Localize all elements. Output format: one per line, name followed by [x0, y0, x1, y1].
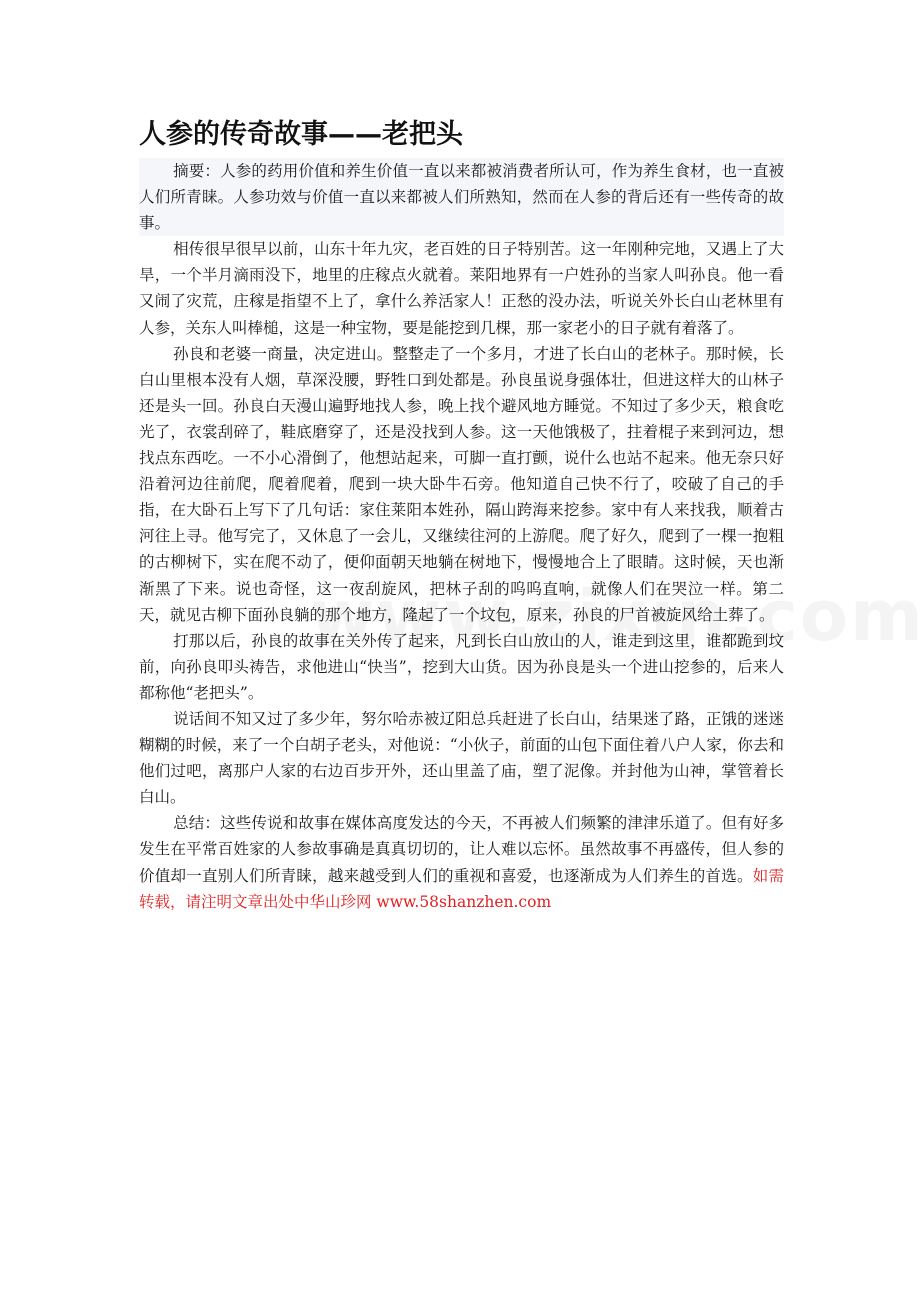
body-paragraph-1: 相传很早很早以前，山东十年九灾，老百姓的日子特别苦。这一年刚种完地，又遇上了大旱，一个半月滴雨没下，地里的庄稼点火就着。莱阳地界有一户姓孙的当家人叫孙良。他一看又闹了灾荒，庄稼是指望不上了，拿什么养活家人！正愁的没办法，听说关外长白山老林里有人参，关东人叫棒槌，这是一种宝物，要是能挖到几棵，那一家老小的日子就有着落了。 — [139, 240, 784, 337]
conclusion-paragraph — [139, 810, 784, 914]
body-paragraph-2: 孙良和老婆一商量，决定进山。整整走了一个多月，才进了长白山的老林子。那时候，长白山里根本没有人烟，草深没腰，野牲口到处都是。孙良虽说身强体壮，但进这样大的山林子还是头一回。孙良白天漫山遍野地找人参，晚上找个避风地方睡觉。不知过了多少天，粮食吃光了，衣裳刮碎了，鞋底磨穿了，还是没找到人参。这一天他饿极了，拄着棍子来到河边，想找点东西吃。一不小心滑倒了，他想站起来，可脚一直打颤，说什么也站不起来。他无奈只好沿着河边往前爬，爬着爬着，爬到一块大卧牛石旁。他知道自己快不行了，咬破了自己的手指，在大卧石上写下了几句话：家住莱阳本姓孙，隔山跨海来挖参。家中有人来找我，顺着古河往上寻。他写完了，又休息了一会儿，又继续往河的上游爬。爬了好久，爬到了一棵一抱粗的古柳树下，实在爬不动了，便仰面朝天地躺在树地下，慢慢地合上了眼睛。这时候，天也渐渐黑了下来。说也奇怪，这一夜刮旋风，把林子刮的呜呜直响，就像人们在哭泣一样。第二天，就见古柳下面孙良躺的那个地方，隆起了一个坟包，原来，孙良的尸首被旋风给土葬了。 — [139, 344, 784, 624]
reprint-note: 如需转载，请注明文章出处中华山珍网 www.58shanzhen.com — [139, 866, 784, 911]
body-paragraph-4: 说话间不知又过了多少年，努尔哈赤被辽阳总兵赶进了长白山，结果迷了路，正饿的迷迷糊糊的时候，来了一个白胡子老头，对他说：“小伙子，前面的山包下面住着八户人家，你去和他们过吧，离那户人家的右边百步开外，还山里盖了庙，塑了泥像。并封他为山神，掌管着长白山。 — [139, 709, 784, 807]
conclusion-text: 总结：这些传说和故事在媒体高度发达的今天，不再被人们频繁的津津乐道了。但有好多发生在平常百姓家的人参故事确是真真切切的，让人难以忘怀。虽然故事不再盛传，但人参的价值却一直别人们所青睐，越来越受到人们的重视和喜爱，也逐渐成为人们养生的首选。 — [139, 814, 784, 885]
page-title: 人参的传奇故事——老把头 — [139, 119, 463, 150]
summary-paragraph: 摘要：人参的药用价值和养生价值一直以来都被消费者所认可，作为养生食材，也一直被人们所青睐。人参功效与价值一直以来都被人们所熟知，然而在人参的背后还有一些传奇的故事。 — [139, 162, 784, 233]
body-paragraph-3: 打那以后，孙良的故事在关外传了起来，凡到长白山放山的人，谁走到这里，谁都跪到坟前，向孙良叩头祷告，求他进山“快当”，挖到大山货。因为孙良是头一个进山挖参的，后来人都称他“老把头”。 — [139, 631, 784, 702]
summary-box — [139, 158, 784, 236]
document-page — [139, 112, 784, 915]
